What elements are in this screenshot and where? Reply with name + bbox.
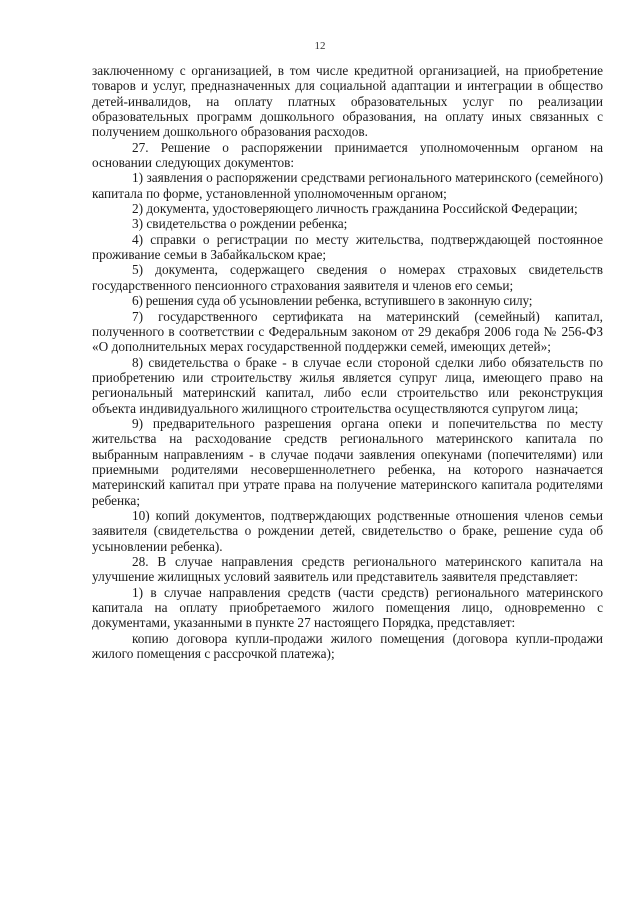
page-number: 12: [314, 40, 326, 52]
list-item-27-4: 4) справки о регистрации по месту жительства, подтверждающей постоянное проживание семьи в Забайкальском крае;: [92, 231, 603, 263]
list-item-27-8: 8) свидетельства о браке - в случае если стороной сделки либо обязательств по приобретению или строительству жилья является супруг лица, имеющего право на региональный материнский капитал, либо если строительство или реконструкция объекта индивидуального жилищного строительства осуществляются супругом лица;: [92, 354, 603, 416]
list-item-27-10: 10) копий документов, подтверждающих родственные отношения членов семьи заявителя (свидетельства о рождении детей, свидетельство о браке, решение суда об усыновлении ребенка).: [92, 507, 603, 554]
list-item-28-1: 1) в случае направления средств (части средств) регионального материнского капитала на оплату приобретаемого жилого помещения лицо, одновременно с документами, указанными в пункте 27 настоящего Порядка, представляет:: [92, 584, 603, 631]
list-item-27-2: 2) документа, удостоверяющего личность гражданина Российской Федерации;: [132, 201, 578, 217]
list-item-27-5: 5) документа, содержащего сведения о номерах страховых свидетельств государственного пенсионного страхования заявителя и членов его семьи;: [92, 262, 603, 293]
paragraph-28: 28. В случае направления средств регионального материнского капитала на улучшение жилищных условий заявитель или представитель заявителя представляет:: [92, 554, 603, 585]
document-body: [92, 63, 603, 661]
paragraph-continuation: заключенному с организацией, в том числе кредитной организацией, на приобретение товаров и услуг, предназначенных для социальной адаптации и интеграции в общество детей-инвалидов, на оплату платных образовательных услуг по реализации образовательных программ дошкольного образования, на оплату иных связанных с получением дошкольного образования расходов.: [92, 63, 603, 140]
list-item-27-9: 9) предварительного разрешения органа опеки и попечительства по месту жительства на расходование средств регионального материнского капитала по выбранным направлениям - в случае подачи заявления опекунами (попечителями) или приемными родителями несовершеннолетнего ребенка, на которого назначается материнский капитал при утрате права на получение материнского капитала родителями ребенка;: [92, 415, 603, 508]
list-item-27-6: 6) решения суда об усыновлении ребенка, вступившего в законную силу;: [132, 293, 533, 309]
list-item-27-1: 1) заявления о распоряжении средствами регионального материнского (семейного) капитала по форме, установленной уполномоченным органом;: [92, 170, 603, 201]
paragraph-27: 27. Решение о распоряжении принимается уполномоченным органом на основании следующих документов:: [92, 139, 603, 171]
list-item-27-3: 3) свидетельства о рождении ребенка;: [132, 216, 348, 232]
list-item-27-7: 7) государственного сертификата на материнский (семейный) капитал, полученного в соответствии с Федеральным законом от 29 декабря 2006 года № 256-ФЗ «О дополнительных мерах государственной поддержки семей, имеющих детей»;: [92, 308, 603, 355]
sub-item-contract-copy: копию договора купли-продажи жилого помещения (договора купли-продажи жилого помещения с рассрочкой платежа);: [92, 630, 603, 662]
